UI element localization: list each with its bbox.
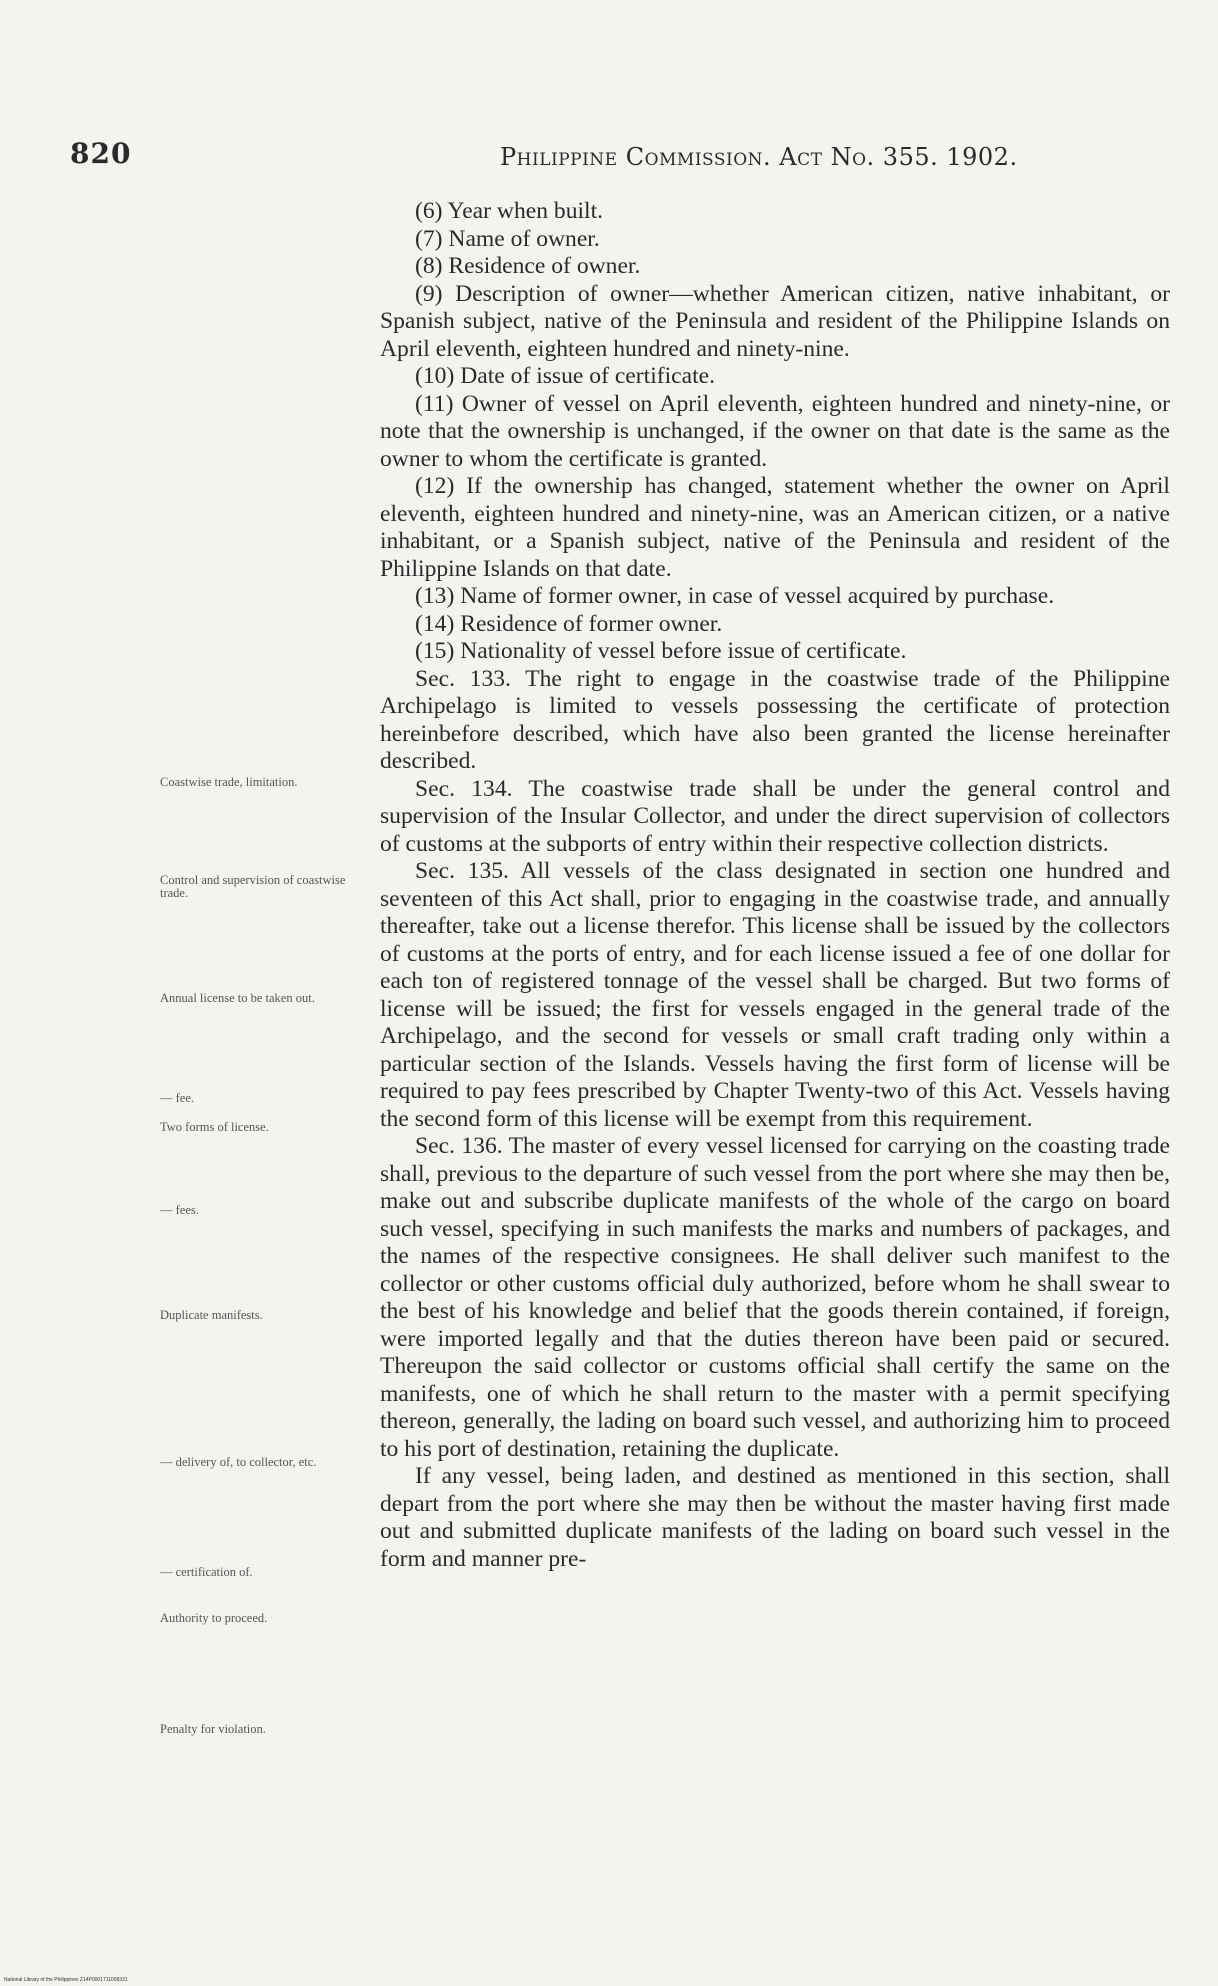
side-note-authority: Authority to proceed.: [160, 1611, 268, 1625]
section-136: Sec. 136. The master of every vessel licensed for carrying on the coasting trade shall, previous to the departure of such vessel from the port where she may then be, make out and subscribe duplicate manifests of the whole of the cargo on board such vessel, specifying in such manifests the marks and numbers of packages, and the names of the respective consignees. He shall deliver such manifest to the collector or other customs official duly authorized, before whom he shall swear to the best of his knowledge and belief that the goods therein contained, if foreign, were imported legally and that the duties thereon have been paid or secured. Thereupon the said collector or customs official shall certify the same on the manifests, one of which he shall return to the master with a permit specifying thereon, generally, the lading on board such vessel, and authorizing him to proceed to his port of destination, retaining the duplicate.: [380, 1133, 1170, 1462]
list-item-8: (8) Residence of owner.: [415, 253, 641, 279]
list-item-13: (13) Name of former owner, in case of vessel acquired by purchase.: [415, 583, 1055, 609]
list-item-7: (7) Name of owner.: [415, 225, 600, 252]
side-note-duplicate-manifests: Duplicate manifests.: [160, 1308, 263, 1322]
side-note-fee: — fee.: [160, 1091, 195, 1105]
list-item-12: (12) If the ownership has changed, statement whether the owner on April eleventh, eighteen hundred and ninety-nine, was an American citizen, or a native inhabitant, or a Spanish subject, native of the Peninsula and resident of the Philippine Islands on that date.: [380, 473, 1170, 582]
footer-archive-stamp: National Library of the Philippines Z14P0001711008331: [4, 1977, 128, 1983]
side-note-delivery: — delivery of, to collector, etc.: [160, 1455, 317, 1469]
side-note-annual-license: Annual license to be taken out.: [160, 991, 315, 1005]
list-item-14: (14) Residence of former owner.: [415, 610, 723, 637]
side-note-fees: — fees.: [160, 1203, 199, 1217]
side-note-two-forms: Two forms of license.: [160, 1120, 269, 1134]
running-header: Philippine Commission. Act No. 355. 1902.: [500, 143, 1018, 171]
list-item-10: (10) Date of issue of certificate.: [415, 363, 716, 389]
side-note-coastwise-limitation: Coastwise trade, limitation.: [160, 775, 298, 789]
list-item-6: (6) Year when built.: [415, 198, 604, 224]
side-note-control-supervision: Control and supervision of coastwise trade.: [160, 873, 346, 900]
section-133: Sec. 133. The right to engage in the coastwise trade of the Philippine Archipelago is limited to vessels possessing the certificate of protection hereinbefore described, which have also been granted the license hereinafter described.: [380, 665, 1170, 774]
side-note-penalty: Penalty for violation.: [160, 1722, 266, 1736]
list-item-11: (11) Owner of vessel on April eleventh, eighteen hundred and ninety-nine, or note that the ownership is unchanged, if the owner on that date is the same as the owner to whom the certificate is granted.: [380, 390, 1170, 472]
section-135: Sec. 135. All vessels of the class designated in section one hundred and seventeen of this Act shall, prior to engaging in the coastwise trade, and annually thereafter, take out a license therefor. This license shall be issued by the collectors of customs at the ports of entry, and for each license issued a fee of one dollar for each ton of registered tonnage of the vessel shall be charged. But two forms of license will be issued; the first for vessels engaged in the general trade of the Archipelago, and the second for vessels or small craft trading only within a particular section of the Islands. Vessels having the first form of license will be required to pay fees prescribed by Chapter Twenty-two of this Act. Vessels having the second form of this license will be exempt from this requirement.: [380, 858, 1170, 1132]
list-item-9: (9) Description of owner—whether American citizen, native inhabitant, or Spanish subject, native of the Peninsula and resident of the Philippine Islands on April eleventh, eighteen hundred and ninety-nine.: [380, 280, 1170, 362]
body-text: [380, 198, 1170, 1573]
penalty-paragraph: If any vessel, being laden, and destined as mentioned in this section, shall depart from the port where she may then be without the master having first made out and submitted duplicate manifests of the lading on board such vessel in the form and manner pre-: [380, 1463, 1170, 1572]
section-134: Sec. 134. The coastwise trade shall be under the general control and supervision of the Insular Collector, and under the direct supervision of collectors of customs at the subports of entry within their respective collection districts.: [380, 775, 1170, 857]
list-item-15: (15) Nationality of vessel before issue of certificate.: [415, 638, 907, 664]
page-number: 820: [70, 137, 132, 170]
side-note-certification: — certification of.: [160, 1565, 253, 1579]
